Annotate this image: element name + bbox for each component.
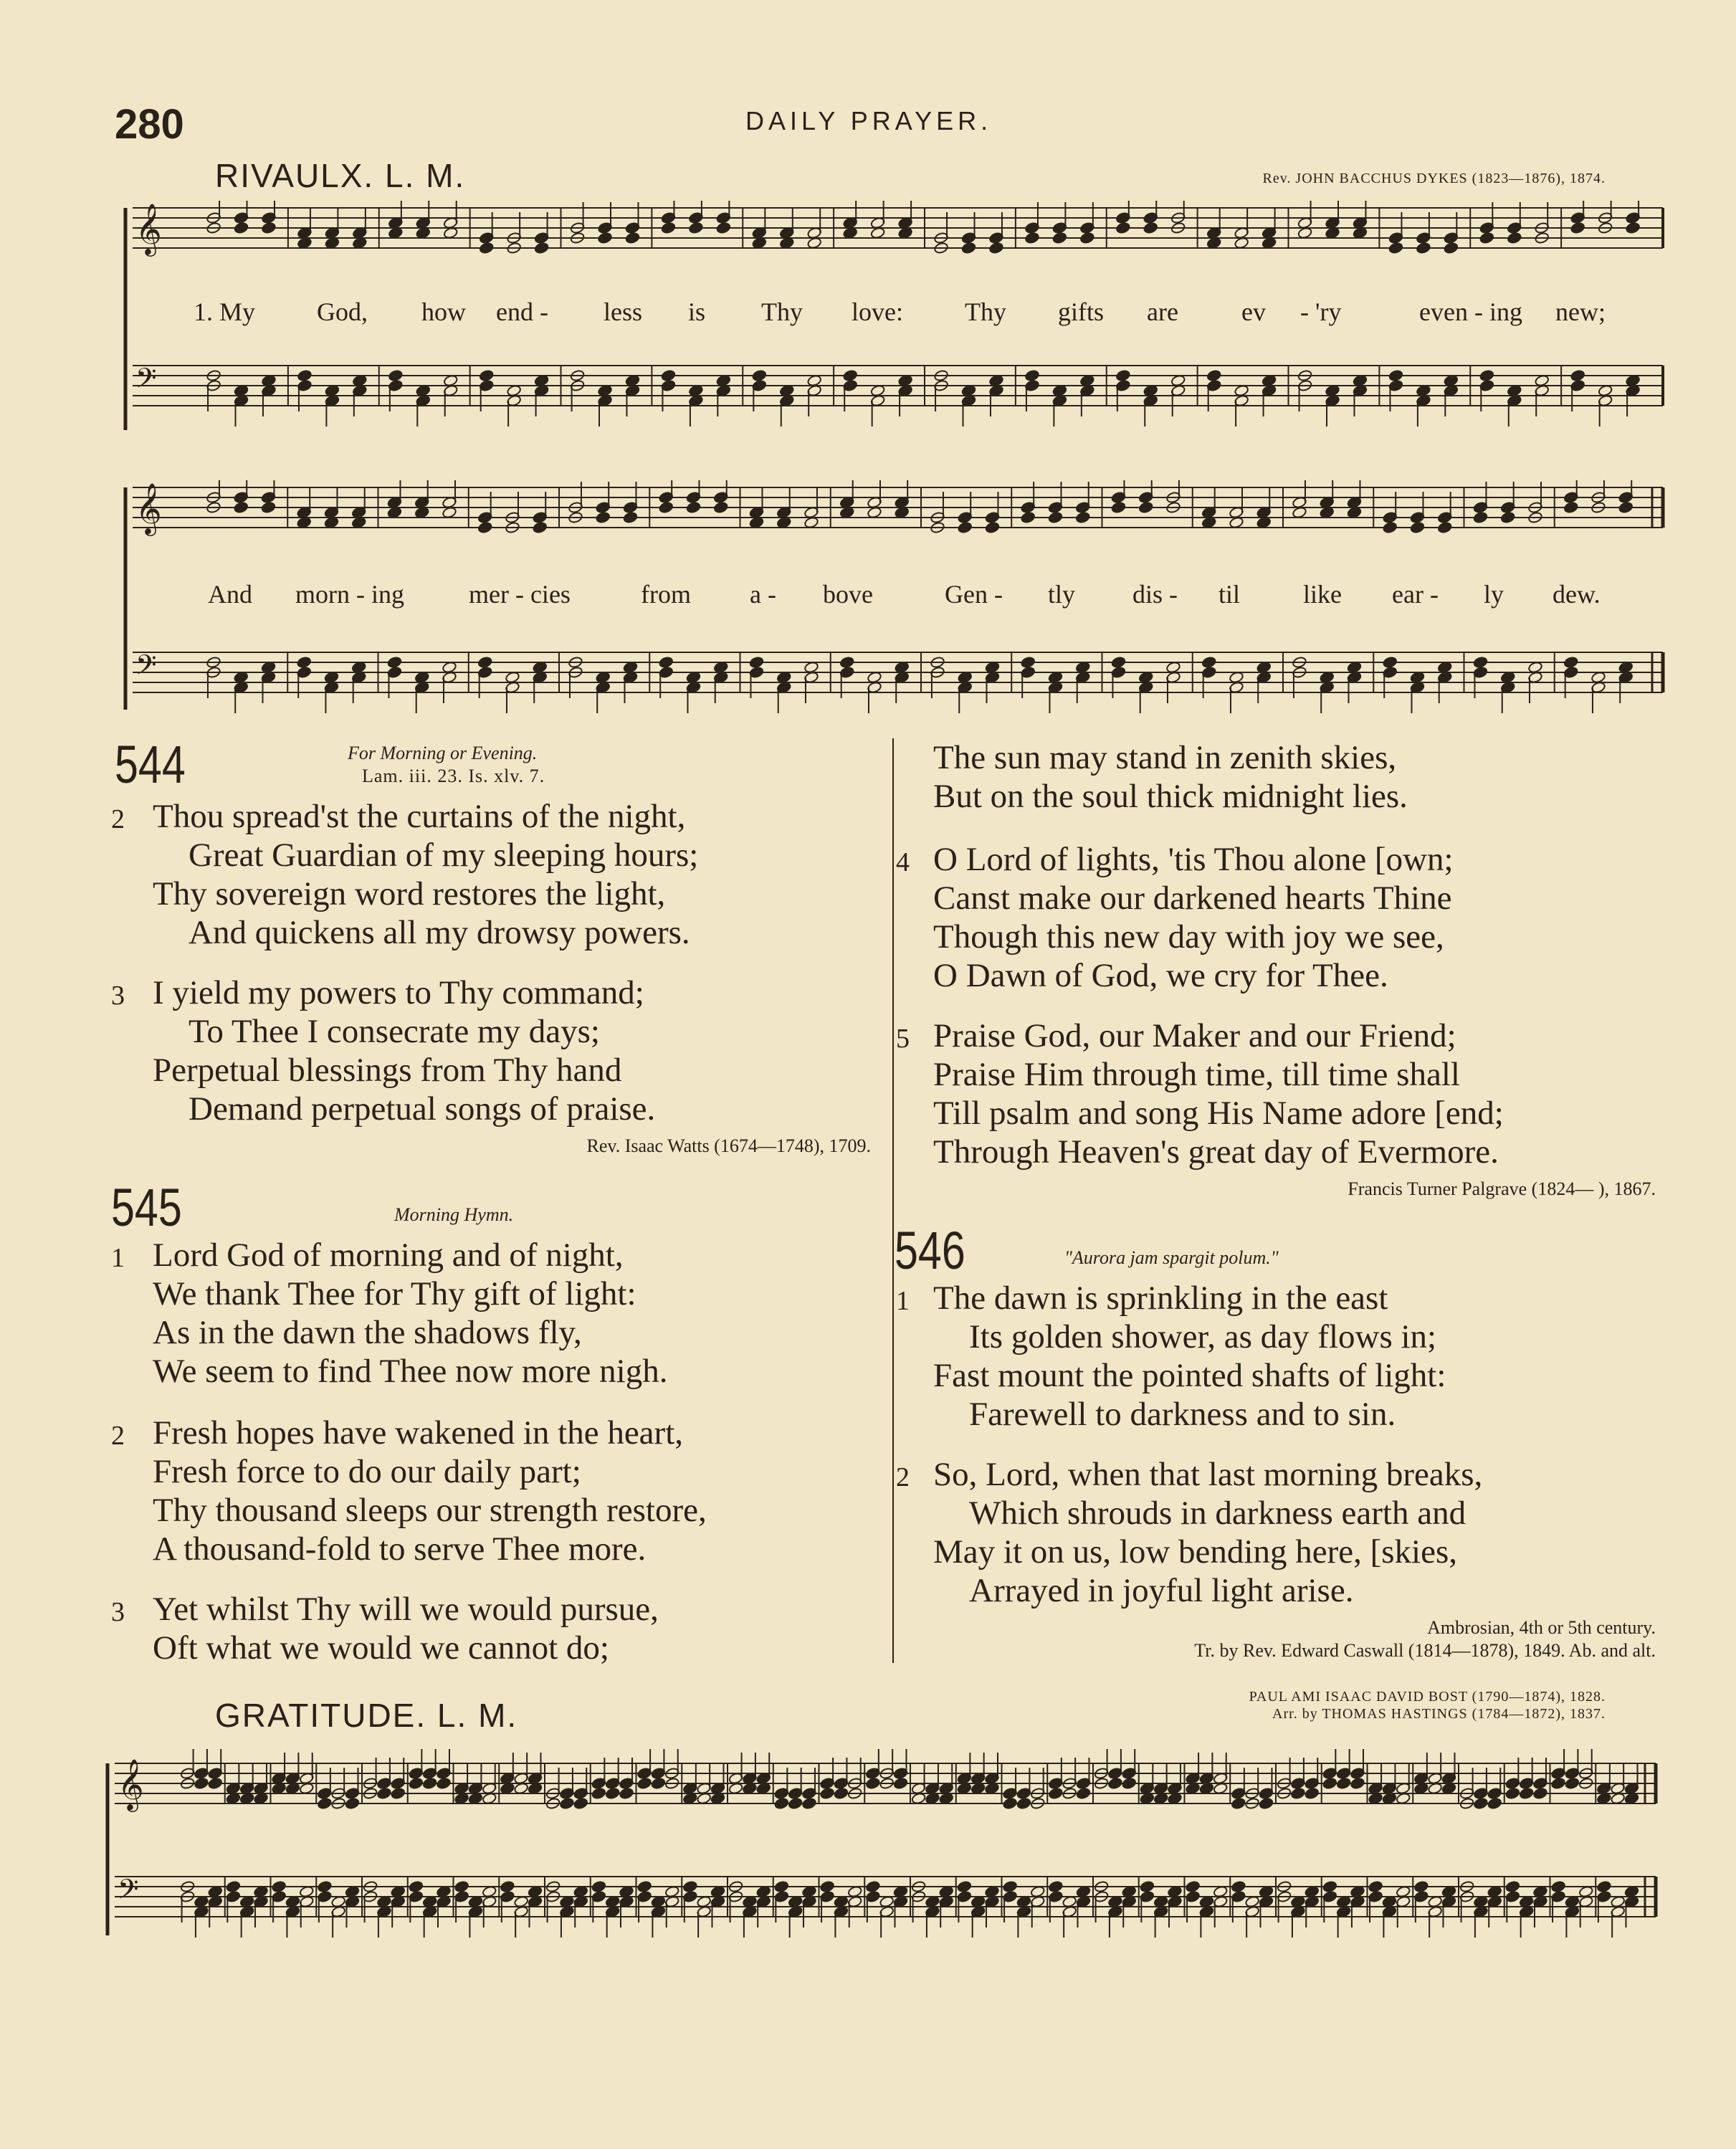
verse-546-1	[896, 1279, 1446, 1434]
note-head	[752, 369, 767, 381]
note-head	[479, 242, 494, 254]
page-number: 280	[115, 101, 184, 148]
verse-545-4	[896, 840, 1454, 995]
verse-line: Thou spread'st the curtains of the night,	[153, 798, 686, 835]
note-head	[1444, 242, 1459, 254]
note-head	[1231, 1880, 1246, 1892]
note-head	[454, 1880, 469, 1892]
note-head	[1143, 221, 1158, 234]
note-head	[661, 221, 676, 234]
verse-544-2	[111, 797, 698, 952]
verse-545-3b	[896, 738, 1408, 816]
note-head	[1140, 1880, 1155, 1892]
note-head	[1107, 1777, 1122, 1789]
note-head	[1618, 501, 1634, 513]
lyric: And	[208, 580, 252, 609]
note-head	[1322, 1777, 1337, 1789]
note-head	[234, 501, 249, 513]
music-system-3	[100, 1749, 1663, 1964]
verse-line: May it on us, low bending here, [skies,	[933, 1533, 1458, 1571]
verse-number: 3	[111, 1597, 125, 1627]
note-head	[391, 1787, 406, 1799]
lyric: are	[1147, 297, 1178, 326]
verse-number: 2	[111, 804, 125, 834]
note-head	[1111, 501, 1126, 513]
verse-line: To Thee I consecrate my days;	[189, 1013, 600, 1050]
note-head	[958, 521, 973, 533]
note-head	[1048, 1787, 1063, 1799]
note-head	[1259, 1797, 1274, 1809]
note-head	[1048, 511, 1063, 523]
note-head	[591, 1880, 606, 1892]
lyric: 1. My	[194, 297, 256, 326]
note-head	[1003, 1880, 1018, 1892]
note-head	[1413, 1880, 1429, 1892]
note-head	[591, 1787, 606, 1799]
tune-arranger-gratitude: Arr. by THOMAS HASTINGS (1784—1872), 1837.	[1272, 1706, 1606, 1722]
hymn-subtitle-546: "Aurora jam spargit polum."	[1064, 1247, 1279, 1268]
lyric: morn - ing	[295, 580, 404, 609]
hymn-number-546: 546	[895, 1221, 965, 1280]
note-head	[1570, 221, 1585, 234]
verse-line: Lord God of morning and of night,	[153, 1236, 624, 1274]
note-head	[1368, 1880, 1383, 1892]
note-head	[1075, 511, 1090, 523]
note-head	[961, 242, 976, 254]
note-head	[1336, 1777, 1351, 1789]
note-head	[1507, 232, 1522, 244]
verse-number: 3	[111, 981, 125, 1011]
note-head	[1186, 1880, 1201, 1892]
lyric: ear -	[1392, 580, 1439, 609]
lyric: Gen -	[945, 580, 1003, 609]
note-head	[436, 1777, 451, 1789]
lyric: new;	[1555, 297, 1606, 326]
hymn-number-544: 544	[115, 735, 186, 794]
verse-line: O Dawn of God, we cry for Thee.	[933, 957, 1388, 994]
note-head	[1115, 221, 1130, 234]
note-head	[559, 1797, 574, 1809]
note-head	[1201, 656, 1216, 668]
lyric: from	[641, 580, 691, 609]
note-head	[573, 1797, 588, 1809]
note-head	[598, 232, 613, 244]
verse-line: I yield my powers to Thy command;	[153, 974, 644, 1011]
verse-545-3a	[111, 1590, 659, 1667]
note-head	[1473, 511, 1488, 523]
tune-composer-gratitude: PAUL AMI ISAAC DAVID BOST (1790—1874), 1828.	[1249, 1689, 1606, 1705]
note-head	[1563, 656, 1578, 668]
note-head	[1388, 369, 1403, 381]
note-head	[957, 1880, 972, 1892]
verse-line: But on the soul thick midnight lies.	[933, 778, 1408, 815]
note-head	[865, 1880, 880, 1892]
note-head	[1551, 1777, 1566, 1789]
note-head	[1383, 656, 1398, 668]
attribution-546-translator: Tr. by Rev. Edward Caswall (1814—1878), 1849. Ab. and alt.	[1194, 1640, 1656, 1661]
verse-line: Yet whilst Thy will we would pursue,	[153, 1591, 659, 1628]
verse-545-1	[111, 1236, 667, 1391]
lyric: how	[421, 297, 466, 326]
note-head	[1206, 369, 1221, 381]
note-head	[409, 1777, 424, 1789]
note-head	[1024, 232, 1039, 244]
note-head	[1138, 501, 1153, 513]
bass-clef-icon: 𝄢	[118, 1873, 139, 1912]
note-head	[865, 1777, 880, 1789]
note-head	[1437, 521, 1452, 533]
note-head	[1383, 521, 1398, 533]
note-head	[820, 1787, 835, 1799]
note-head	[1505, 1880, 1520, 1892]
note-head	[261, 501, 276, 513]
note-head	[1122, 1777, 1137, 1789]
verse-number: 1	[111, 1243, 125, 1273]
lyric: ly	[1484, 580, 1504, 609]
note-head	[1322, 1880, 1337, 1892]
note-head	[1021, 511, 1036, 523]
note-head	[1016, 1797, 1031, 1809]
note-head	[1551, 1880, 1566, 1892]
verse-line: Fresh force to do our daily part;	[153, 1453, 581, 1490]
verse-number: 4	[896, 847, 910, 877]
verse-line: Thy sovereign word restores the light,	[153, 875, 666, 913]
lyric: tly	[1048, 580, 1076, 609]
verse-number: 2	[896, 1462, 910, 1492]
lyric: bove	[823, 580, 873, 609]
lyric: Thy	[965, 297, 1006, 326]
note-head	[1479, 369, 1494, 381]
note-head	[1570, 369, 1585, 381]
note-head	[208, 1777, 223, 1789]
verse-line: Though this new day with joy we see,	[933, 918, 1444, 956]
note-head	[477, 656, 492, 668]
verse-line: Which shrouds in darkness earth and	[969, 1495, 1466, 1532]
note-head	[345, 1797, 360, 1809]
note-head	[1416, 242, 1431, 254]
verse-line: Praise Him through time, till time shall	[933, 1056, 1460, 1093]
hymn-subtitle-544: For Morning or Evening.	[348, 743, 538, 763]
note-head	[688, 221, 703, 234]
note-head	[1052, 232, 1067, 244]
note-head	[388, 369, 403, 381]
note-head	[686, 501, 701, 513]
note-head	[661, 369, 676, 381]
verse-line: Perpetual blessings from Thy hand	[153, 1052, 622, 1089]
note-head	[988, 242, 1003, 254]
lyric: love:	[852, 297, 903, 326]
verse-line: O Lord of lights, 'tis Thou alone [own;	[933, 841, 1454, 878]
tune-composer-rivaulx: Rev. JOHN BACCHUS DYKES (1823—1876), 1874.	[1262, 171, 1606, 186]
verse-line: The sun may stand in zenith skies,	[933, 739, 1397, 776]
lyric: til	[1218, 580, 1241, 609]
note-head	[387, 656, 402, 668]
verse-line: Till psalm and song His Name adore [end;	[933, 1095, 1504, 1132]
note-head	[682, 1880, 697, 1892]
scripture-reference-544: Lam. iii. 23. Is. xlv. 7.	[362, 766, 545, 786]
verse-546-2	[896, 1455, 1482, 1610]
note-head	[801, 1797, 816, 1809]
verse-line: So, Lord, when that last morning breaks,	[933, 1456, 1483, 1493]
lyric: less	[604, 297, 642, 326]
verse-line: A thousand-fold to serve Thee more.	[153, 1530, 647, 1568]
note-head	[234, 221, 249, 234]
note-head	[1563, 501, 1578, 513]
verse-line: Canst make our darkened hearts Thine	[933, 880, 1452, 917]
note-head	[1565, 1777, 1580, 1789]
lyric: dew.	[1553, 580, 1601, 609]
note-head	[659, 656, 674, 668]
lyric: even - ing	[1419, 297, 1522, 326]
treble-clef-icon: 𝄞	[135, 202, 162, 254]
verse-line: Through Heaven's great day of Evermore.	[933, 1133, 1499, 1171]
note-head	[1024, 369, 1039, 381]
note-head	[1626, 221, 1641, 234]
note-head	[839, 656, 854, 668]
verse-line: Great Guardian of my sleeping hours;	[189, 837, 699, 874]
lyric: gifts	[1058, 297, 1105, 326]
running-head: DAILY PRAYER.	[745, 106, 993, 135]
lyric: - 'ry	[1300, 297, 1342, 326]
note-head	[788, 1797, 803, 1809]
verse-line: Farewell to darkness and to sin.	[969, 1396, 1396, 1433]
note-head	[479, 369, 494, 381]
note-head	[659, 501, 674, 513]
note-head	[1388, 242, 1403, 254]
note-head	[272, 1880, 287, 1892]
note-head	[1350, 1777, 1365, 1789]
verse-line: Thy thousand sleeps our strength restore,	[153, 1492, 707, 1529]
lyric: dis -	[1132, 580, 1178, 609]
verse-number: 2	[111, 1421, 125, 1451]
lyric: end -	[496, 297, 548, 326]
note-head	[774, 1797, 789, 1809]
lyric: Thy	[761, 297, 803, 326]
note-head	[843, 369, 858, 381]
attribution-545: Francis Turner Palgrave (1824— ), 1867.	[1348, 1178, 1656, 1199]
note-head	[194, 1777, 209, 1789]
bass-clef-icon: 𝄢	[135, 362, 157, 401]
note-head	[637, 1880, 652, 1892]
note-head	[1076, 1787, 1091, 1799]
verse-line: We seem to find Thee now more nigh.	[153, 1353, 668, 1390]
note-head	[422, 1777, 437, 1789]
note-head	[1473, 1797, 1488, 1809]
note-head	[1079, 232, 1094, 244]
bass-clef-icon: 𝄢	[135, 649, 157, 687]
tune-name-gratitude: GRATITUDE. L. M.	[215, 1697, 518, 1734]
lyric: like	[1303, 580, 1342, 609]
note-head	[1596, 1880, 1611, 1892]
column-divider	[892, 738, 894, 1663]
note-head	[1532, 1787, 1547, 1799]
note-head	[774, 1880, 789, 1892]
lyric: mer - cies	[469, 580, 571, 609]
verse-line: We thank Thee for Thy gift of light:	[153, 1275, 636, 1312]
note-head	[1111, 656, 1126, 668]
note-head	[1021, 656, 1036, 668]
verse-line: Arrayed in joyful light arise.	[969, 1572, 1354, 1609]
note-head	[533, 521, 548, 533]
note-head	[1487, 1797, 1502, 1809]
verse-line: Its golden shower, as day flows in;	[969, 1318, 1437, 1355]
note-head	[500, 1880, 515, 1892]
note-head	[716, 221, 731, 234]
note-head	[1473, 656, 1488, 668]
note-head	[297, 656, 312, 668]
lyric: ev	[1241, 297, 1266, 326]
note-head	[1479, 232, 1494, 244]
verse-line: And quickens all my drowsy powers.	[189, 914, 690, 951]
note-head	[1003, 1797, 1018, 1809]
note-head	[1500, 511, 1515, 523]
verse-number: 1	[896, 1286, 910, 1316]
attribution-544: Rev. Isaac Watts (1674—1748), 1709.	[586, 1135, 871, 1156]
verse-line: As in the dawn the shadows fly,	[153, 1314, 582, 1351]
note-head	[376, 1787, 391, 1799]
note-head	[619, 1787, 634, 1799]
note-head	[1115, 369, 1130, 381]
verse-line: Demand perpetual songs of praise.	[189, 1090, 656, 1128]
note-head	[625, 232, 640, 244]
attribution-546-author: Ambrosian, 4th or 5th century.	[1427, 1617, 1656, 1638]
note-head	[1048, 1880, 1063, 1892]
note-head	[637, 1777, 652, 1789]
hymn-subtitle-545: Morning Hymn.	[394, 1204, 514, 1225]
note-head	[534, 242, 549, 254]
verse-number: 5	[896, 1024, 910, 1054]
note-head	[317, 1880, 332, 1892]
note-head	[820, 1880, 835, 1892]
note-head	[605, 1787, 620, 1799]
verse-line: Praise God, our Maker and our Friend;	[933, 1017, 1456, 1054]
hymn-number-545: 545	[111, 1178, 182, 1237]
note-head	[834, 1787, 849, 1799]
note-head	[317, 1797, 332, 1809]
note-head	[1305, 1787, 1320, 1799]
note-head	[893, 1777, 908, 1789]
note-head	[261, 221, 276, 234]
note-head	[623, 511, 638, 523]
verse-line: The dawn is sprinkling in the east	[933, 1280, 1388, 1317]
tune-name-rivaulx: RIVAULX. L. M.	[215, 157, 466, 194]
treble-clef-icon: 𝄞	[135, 482, 162, 534]
note-head	[477, 521, 492, 533]
note-head	[226, 1880, 241, 1892]
verse-line: Fast mount the pointed shafts of light:	[933, 1357, 1446, 1394]
note-head	[985, 521, 1000, 533]
note-head	[596, 511, 611, 523]
notes-system-3	[118, 1749, 1639, 1938]
verse-545-5	[896, 1016, 1504, 1171]
note-head	[409, 1880, 424, 1892]
note-head	[1290, 1787, 1305, 1799]
lyric: God,	[317, 297, 368, 326]
verse-545-2	[111, 1414, 707, 1568]
note-head	[1519, 1787, 1534, 1799]
note-head	[1505, 1787, 1520, 1799]
note-head	[1231, 1797, 1246, 1809]
verse-line: Oft what we would we cannot do;	[153, 1629, 609, 1667]
verse-line: Fresh hopes have wakened in the heart,	[153, 1414, 683, 1452]
lyric: a -	[750, 580, 776, 609]
note-head	[713, 501, 728, 513]
note-head	[1410, 521, 1425, 533]
note-head	[651, 1777, 666, 1789]
note-head	[297, 369, 312, 381]
verse-544-3	[111, 973, 655, 1128]
lyric: is	[688, 297, 706, 326]
treble-clef-icon: 𝄞	[118, 1758, 144, 1810]
note-head	[749, 656, 764, 668]
